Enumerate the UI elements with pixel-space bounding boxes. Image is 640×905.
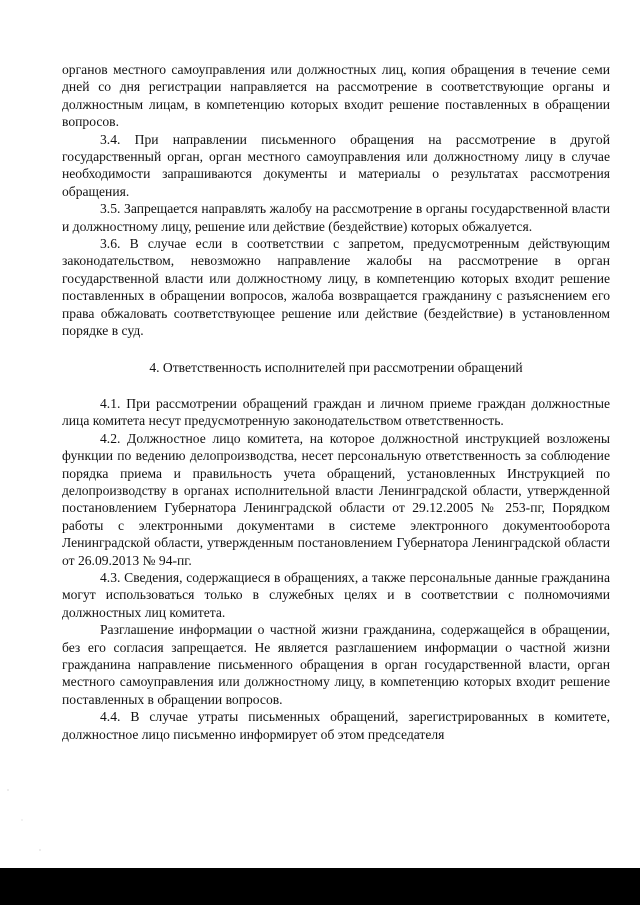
paragraph-3-6: 3.6. В случае если в соответствии с запретом, предусмотренным действующим законодательством, невозможно направление жалобы на рассмотрение в орган государственной власти или должностному лицу, в компетенцию которых входит решение поставленных в обращении вопросов, жалоба возвращается гражданину с разъяснением его права обжаловать соответствующее решение или действие (бездействие) в установленном порядке в суд. bbox=[62, 236, 610, 339]
paragraph-3-4: 3.4. При направлении письменного обращения на рассмотрение в другой государственный орган, орган местного самоуправления или должностному лицу в случае необходимости запрашиваются документы и материалы о результатах рассмотрения обращения. bbox=[62, 131, 610, 199]
paragraph-4-2: 4.2. Должностное лицо комитета, на которое должностной инструкцией возложены функции по ведению делопроизводства, несет персональную ответственность за соблюдение порядка приема и правильность учета обращений, установленных Инструкцией по делопроизводству в органах исполнительной власти Ленинградской области, утвержденной постановлением Губернатора Ленинградской области от 29.12.2005 № 253-пг, Порядком работы с электронными документами в системе электронного документооборота Ленинградской области, утвержденным постановлением Губернатора Ленинградской области от 26.09.2013 № 94-пг. bbox=[62, 430, 610, 568]
paragraph-privacy: Разглашение информации о частной жизни гражданина, содержащейся в обращении, без его согласия запрещается. Не является разглашением информации о частной жизни гражданина направление письменного обращения в орган государственной власти, орган местного самоуправления или должностному лицу, в компетенцию которых входит решение поставленных в обращении вопросов. bbox=[62, 622, 610, 707]
scan-noise bbox=[0, 780, 150, 868]
document-body bbox=[62, 61, 610, 743]
paragraph-4-3: 4.3. Сведения, содержащиеся в обращениях, а также персональные данные гражданина могут использоваться только в служебных целях и в соответствии с полномочиями должностных лиц комитета. bbox=[62, 569, 610, 620]
scan-bottom-border bbox=[0, 868, 640, 905]
paragraph-3-5: 3.5. Запрещается направлять жалобу на рассмотрение в органы государственной власти и должностному лицу, решение или действие (бездействие) которых обжалуется. bbox=[62, 201, 610, 234]
paragraph-4-4: 4.4. В случае утраты письменных обращений, зарегистрированных в комитете, должностное лицо письменно информирует об этом председателя bbox=[62, 709, 610, 742]
section-heading: 4. Ответственность исполнителей при рассмотрении обращений bbox=[149, 359, 523, 375]
paragraph-continuation: органов местного самоуправления или должностных лиц, копия обращения в течение семи дней со дня регистрации направляется на рассмотрение в соответствующие органы и должностным лицам, в компетенцию которых входит решение поставленных в обращении вопросов. bbox=[62, 62, 610, 130]
paragraph-4-1: 4.1. При рассмотрении обращений граждан и личном приеме граждан должностные лица комитета несут предусмотренную законодательством ответственность. bbox=[62, 395, 610, 429]
